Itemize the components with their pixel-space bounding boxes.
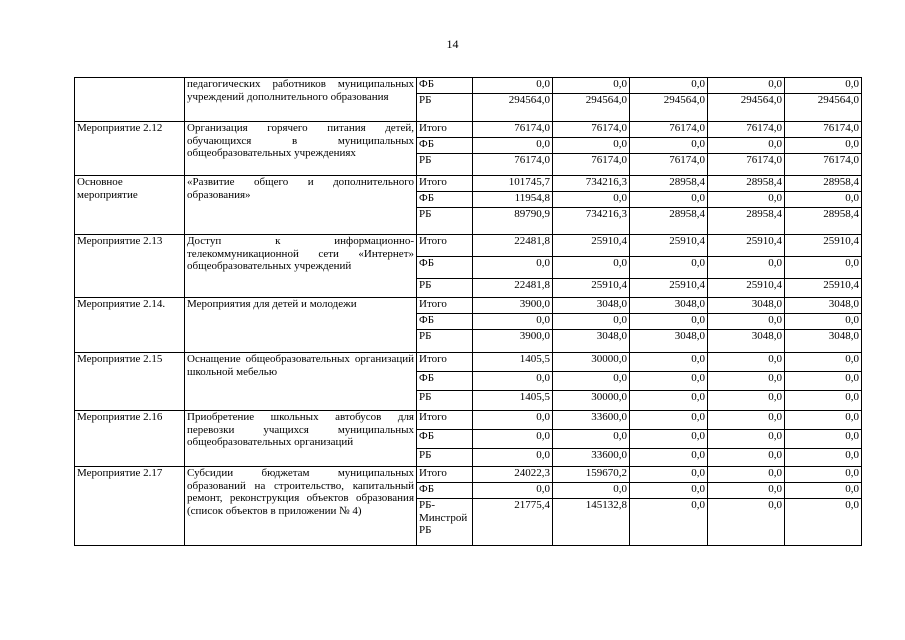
amount-cell: 28958,4 (708, 208, 785, 235)
amount-cell: 21775,4 (473, 499, 553, 546)
amount-cell: 0,0 (785, 353, 862, 372)
amount-cell: 294564,0 (708, 94, 785, 122)
funding-source-cell: Итого (417, 467, 473, 483)
amount-cell: 0,0 (785, 192, 862, 208)
funding-source-cell: РБ (417, 330, 473, 353)
amount-cell: 0,0 (553, 314, 630, 330)
funding-source-cell: РБ (417, 279, 473, 298)
amount-cell: 0,0 (553, 430, 630, 449)
amount-cell: 0,0 (785, 257, 862, 279)
event-name-cell: Мероприятие 2.13 (75, 235, 185, 298)
budget-table (74, 77, 862, 546)
amount-cell: 0,0 (785, 372, 862, 391)
funding-source-cell: РБ (417, 94, 473, 122)
amount-cell: 3048,0 (785, 330, 862, 353)
amount-cell: 294564,0 (785, 94, 862, 122)
amount-cell: 0,0 (708, 372, 785, 391)
amount-cell: 25910,4 (630, 235, 708, 257)
amount-cell: 30000,0 (553, 391, 630, 411)
amount-cell: 76174,0 (630, 154, 708, 176)
amount-cell: 0,0 (785, 499, 862, 546)
amount-cell: 0,0 (630, 138, 708, 154)
funding-source-cell: ФБ (417, 314, 473, 330)
amount-cell: 0,0 (630, 192, 708, 208)
amount-cell: 0,0 (553, 138, 630, 154)
funding-source-cell: ФБ (417, 138, 473, 154)
funding-source-cell: ФБ (417, 430, 473, 449)
amount-cell: 89790,9 (473, 208, 553, 235)
amount-cell: 76174,0 (708, 122, 785, 138)
amount-cell: 25910,4 (708, 235, 785, 257)
amount-cell: 0,0 (630, 257, 708, 279)
event-description-cell: Оснащение общеобразовательных организаций школьной мебелью (185, 353, 417, 411)
event-name-cell: Мероприятие 2.12 (75, 122, 185, 176)
amount-cell: 0,0 (630, 449, 708, 467)
amount-cell: 0,0 (708, 314, 785, 330)
funding-source-cell: Итого (417, 122, 473, 138)
amount-cell: 0,0 (473, 411, 553, 430)
amount-cell: 0,0 (708, 483, 785, 499)
funding-source-cell: ФБ (417, 483, 473, 499)
amount-cell: 30000,0 (553, 353, 630, 372)
amount-cell: 11954,8 (473, 192, 553, 208)
amount-cell: 0,0 (630, 353, 708, 372)
amount-cell: 0,0 (473, 372, 553, 391)
amount-cell: 294564,0 (553, 94, 630, 122)
table-body (75, 78, 862, 546)
amount-cell: 0,0 (708, 353, 785, 372)
amount-cell: 0,0 (785, 430, 862, 449)
amount-cell: 0,0 (473, 78, 553, 94)
event-name-cell: Мероприятие 2.15 (75, 353, 185, 411)
amount-cell: 25910,4 (553, 235, 630, 257)
amount-cell: 734216,3 (553, 176, 630, 192)
event-description-cell: Приобретение школьных автобусов для перевозки учащихся муниципальных общеобразовательных организаций (185, 411, 417, 467)
amount-cell: 0,0 (708, 138, 785, 154)
event-description-cell: педагогических работников муниципальных учреждений дополнительного образования (185, 78, 417, 122)
amount-cell: 0,0 (785, 449, 862, 467)
amount-cell: 76174,0 (473, 122, 553, 138)
event-description-cell: Организация горячего питания детей, обучающихся в муниципальных общеобразовательных учреждениях (185, 122, 417, 176)
amount-cell: 294564,0 (630, 94, 708, 122)
amount-cell: 25910,4 (630, 279, 708, 298)
amount-cell: 0,0 (785, 138, 862, 154)
amount-cell: 0,0 (630, 391, 708, 411)
amount-cell: 3048,0 (630, 298, 708, 314)
table-row (75, 235, 862, 257)
funding-source-cell: ФБ (417, 257, 473, 279)
amount-cell: 0,0 (785, 467, 862, 483)
table-row (75, 122, 862, 138)
amount-cell: 0,0 (630, 499, 708, 546)
amount-cell: 76174,0 (630, 122, 708, 138)
amount-cell: 3048,0 (553, 298, 630, 314)
funding-source-cell: Итого (417, 411, 473, 430)
amount-cell: 0,0 (630, 314, 708, 330)
page-number: 14 (446, 37, 459, 51)
amount-cell: 0,0 (785, 391, 862, 411)
amount-cell: 28958,4 (630, 208, 708, 235)
amount-cell: 3048,0 (708, 330, 785, 353)
funding-source-cell: РБ (417, 391, 473, 411)
event-name-cell: Основное мероприятие (75, 176, 185, 235)
amount-cell: 0,0 (630, 411, 708, 430)
amount-cell: 33600,0 (553, 411, 630, 430)
funding-source-cell: Итого (417, 298, 473, 314)
amount-cell: 0,0 (473, 138, 553, 154)
amount-cell: 33600,0 (553, 449, 630, 467)
amount-cell: 0,0 (708, 411, 785, 430)
table-row (75, 353, 862, 372)
amount-cell: 76174,0 (785, 122, 862, 138)
event-name-cell: Мероприятие 2.16 (75, 411, 185, 467)
amount-cell: 3048,0 (785, 298, 862, 314)
amount-cell: 159670,2 (553, 467, 630, 483)
amount-cell: 0,0 (708, 449, 785, 467)
amount-cell: 3900,0 (473, 298, 553, 314)
event-description-cell: Доступ к информационно-телекоммуникационной сети «Интернет» общеобразовательных учреждений (185, 235, 417, 298)
amount-cell: 28958,4 (785, 208, 862, 235)
amount-cell: 1405,5 (473, 391, 553, 411)
amount-cell: 76174,0 (708, 154, 785, 176)
amount-cell: 0,0 (473, 257, 553, 279)
amount-cell: 0,0 (630, 372, 708, 391)
event-name-cell: Мероприятие 2.17 (75, 467, 185, 546)
amount-cell: 28958,4 (630, 176, 708, 192)
amount-cell: 28958,4 (708, 176, 785, 192)
amount-cell: 0,0 (553, 257, 630, 279)
amount-cell: 145132,8 (553, 499, 630, 546)
amount-cell: 25910,4 (553, 279, 630, 298)
event-description-cell: «Развитие общего и дополнительного образования» (185, 176, 417, 235)
funding-source-cell: ФБ (417, 192, 473, 208)
funding-source-cell: Итого (417, 176, 473, 192)
funding-source-cell: ФБ (417, 78, 473, 94)
event-description-cell: Мероприятия для детей и молодежи (185, 298, 417, 353)
amount-cell: 0,0 (473, 449, 553, 467)
amount-cell: 25910,4 (785, 235, 862, 257)
amount-cell: 25910,4 (785, 279, 862, 298)
funding-source-cell: Итого (417, 353, 473, 372)
amount-cell: 0,0 (708, 78, 785, 94)
amount-cell: 76174,0 (553, 154, 630, 176)
amount-cell: 0,0 (708, 192, 785, 208)
amount-cell: 76174,0 (553, 122, 630, 138)
amount-cell: 0,0 (708, 391, 785, 411)
amount-cell: 1405,5 (473, 353, 553, 372)
amount-cell: 0,0 (708, 467, 785, 483)
table-row (75, 78, 862, 94)
funding-source-cell: РБ (417, 449, 473, 467)
amount-cell: 0,0 (785, 314, 862, 330)
amount-cell: 76174,0 (785, 154, 862, 176)
funding-source-cell: РБ-Минстрой РБ (417, 499, 473, 546)
table-row (75, 176, 862, 192)
amount-cell: 0,0 (553, 372, 630, 391)
amount-cell: 0,0 (785, 483, 862, 499)
amount-cell: 0,0 (473, 430, 553, 449)
funding-source-cell: РБ (417, 208, 473, 235)
amount-cell: 22481,8 (473, 235, 553, 257)
funding-source-cell: РБ (417, 154, 473, 176)
amount-cell: 0,0 (708, 257, 785, 279)
table-row (75, 298, 862, 314)
amount-cell: 0,0 (553, 78, 630, 94)
amount-cell: 22481,8 (473, 279, 553, 298)
funding-source-cell: ФБ (417, 372, 473, 391)
amount-cell: 3900,0 (473, 330, 553, 353)
amount-cell: 0,0 (553, 483, 630, 499)
amount-cell: 0,0 (473, 483, 553, 499)
amount-cell: 25910,4 (708, 279, 785, 298)
amount-cell: 3048,0 (630, 330, 708, 353)
amount-cell: 0,0 (630, 430, 708, 449)
table-row (75, 467, 862, 483)
amount-cell: 0,0 (630, 78, 708, 94)
amount-cell: 0,0 (553, 192, 630, 208)
event-name-cell: Мероприятие 2.14. (75, 298, 185, 353)
amount-cell: 734216,3 (553, 208, 630, 235)
amount-cell: 0,0 (630, 483, 708, 499)
amount-cell: 0,0 (708, 499, 785, 546)
amount-cell: 0,0 (473, 314, 553, 330)
amount-cell: 24022,3 (473, 467, 553, 483)
amount-cell: 3048,0 (553, 330, 630, 353)
amount-cell: 0,0 (785, 78, 862, 94)
event-description-cell: Субсидии бюджетам муниципальных образований на строительство, капитальный ремонт, реконструкция объектов образования (список объектов в приложении № 4) (185, 467, 417, 546)
funding-source-cell: Итого (417, 235, 473, 257)
amount-cell: 101745,7 (473, 176, 553, 192)
event-name-cell (75, 78, 185, 122)
amount-cell: 28958,4 (785, 176, 862, 192)
amount-cell: 76174,0 (473, 154, 553, 176)
amount-cell: 0,0 (708, 430, 785, 449)
amount-cell: 3048,0 (708, 298, 785, 314)
amount-cell: 294564,0 (473, 94, 553, 122)
amount-cell: 0,0 (630, 467, 708, 483)
table-row (75, 411, 862, 430)
amount-cell: 0,0 (785, 411, 862, 430)
